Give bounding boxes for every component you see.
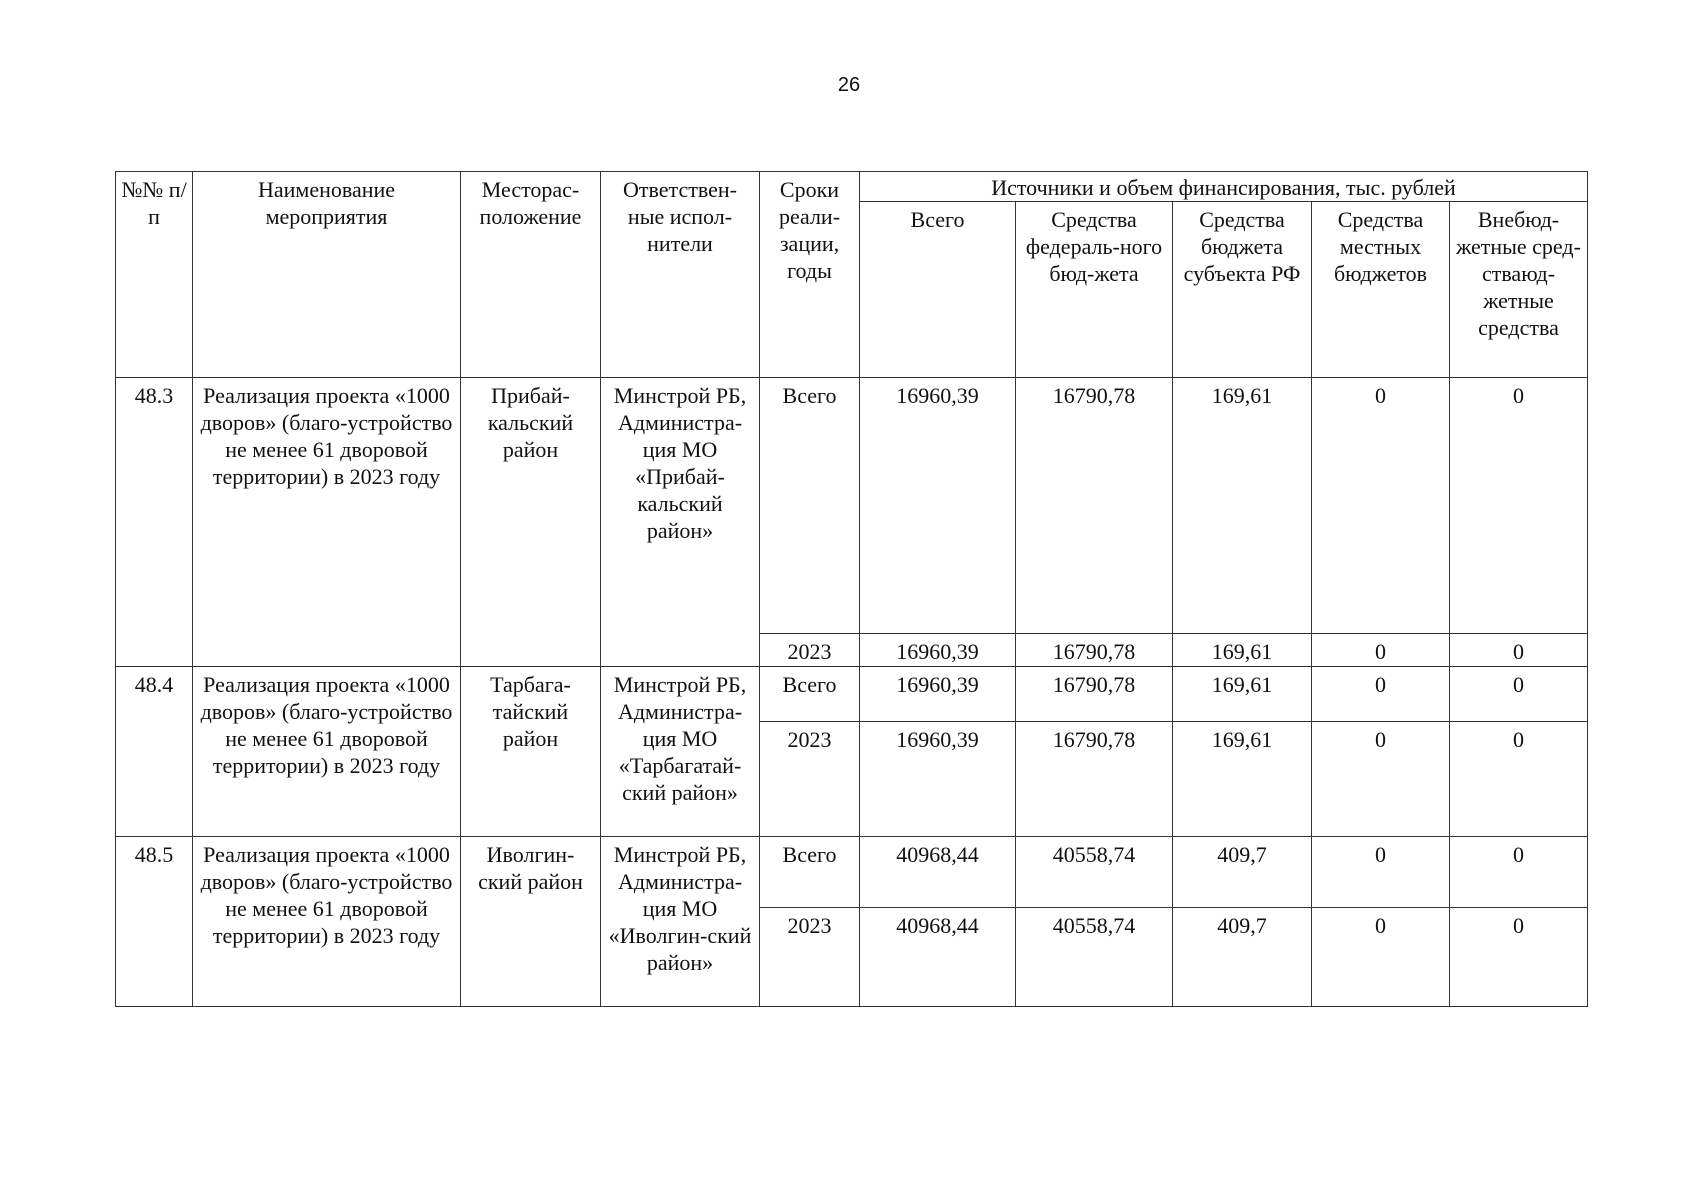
row-responsible: Минстрой РБ, Администра-ция МО «Тарбагатай-ский район»	[601, 667, 760, 837]
header-period: Сроки реали-зации, годы	[760, 172, 860, 378]
row-federal: 16790,78	[1016, 722, 1173, 837]
row-total: 16960,39	[860, 378, 1016, 634]
row-num: 48.5	[116, 837, 193, 1007]
row-location: Тарбага-тайский район	[461, 667, 601, 837]
header-funding-group: Источники и объем финансирования, тыс. рублей	[860, 172, 1588, 202]
row-extra: 0	[1450, 634, 1588, 667]
row-period: 2023	[760, 634, 860, 667]
header-total: Всего	[860, 202, 1016, 378]
row-federal: 16790,78	[1016, 634, 1173, 667]
table-row	[116, 837, 1588, 908]
row-local: 0	[1312, 634, 1450, 667]
header-location: Месторас-положение	[461, 172, 601, 378]
row-period: Всего	[760, 837, 860, 908]
row-period: Всего	[760, 667, 860, 722]
row-total: 16960,39	[860, 722, 1016, 837]
row-local: 0	[1312, 722, 1450, 837]
row-num: 48.3	[116, 378, 193, 667]
row-total: 40968,44	[860, 908, 1016, 1007]
row-responsible: Минстрой РБ, Администра-ция МО «Прибай-кальский район»	[601, 378, 760, 667]
row-federal: 40558,74	[1016, 908, 1173, 1007]
row-extra: 0	[1450, 378, 1588, 634]
row-local: 0	[1312, 837, 1450, 908]
header-num: №№ п/п	[116, 172, 193, 378]
row-period: Всего	[760, 378, 860, 634]
header-extra: Внебюд-жетные сред-стваюд-жетные средства	[1450, 202, 1588, 378]
row-local: 0	[1312, 667, 1450, 722]
row-total: 40968,44	[860, 837, 1016, 908]
row-extra: 0	[1450, 667, 1588, 722]
header-responsible: Ответствен-ные испол-нители	[601, 172, 760, 378]
header-name: Наименование мероприятия	[193, 172, 461, 378]
header-federal: Средства федераль-ного бюд-жета	[1016, 202, 1173, 378]
row-subject: 169,61	[1173, 378, 1312, 634]
row-extra: 0	[1450, 908, 1588, 1007]
row-name: Реализация проекта «1000 дворов» (благо-устройство не менее 61 дворовой территории) в 2023 году	[193, 837, 461, 1007]
row-total: 16960,39	[860, 667, 1016, 722]
row-period: 2023	[760, 908, 860, 1007]
header-row-1	[116, 172, 1588, 202]
row-location: Иволгин-ский район	[461, 837, 601, 1007]
row-local: 0	[1312, 908, 1450, 1007]
row-federal: 16790,78	[1016, 667, 1173, 722]
row-federal: 16790,78	[1016, 378, 1173, 634]
page-number: 26	[837, 74, 861, 96]
row-location: Прибай-кальский район	[461, 378, 601, 667]
row-responsible: Минстрой РБ, Администра-ция МО «Иволгин-ский район»	[601, 837, 760, 1007]
row-subject: 409,7	[1173, 908, 1312, 1007]
header-subject: Средства бюджета субъекта РФ	[1173, 202, 1312, 378]
row-subject: 169,61	[1173, 634, 1312, 667]
row-subject: 169,61	[1173, 722, 1312, 837]
row-extra: 0	[1450, 722, 1588, 837]
row-extra: 0	[1450, 837, 1588, 908]
header-local: Средства местных бюджетов	[1312, 202, 1450, 378]
table-row	[116, 667, 1588, 722]
financing-table	[115, 171, 1588, 1007]
row-period: 2023	[760, 722, 860, 837]
row-local: 0	[1312, 378, 1450, 634]
row-name: Реализация проекта «1000 дворов» (благо-устройство не менее 61 дворовой территории) в 2023 году	[193, 378, 461, 667]
row-subject: 169,61	[1173, 667, 1312, 722]
row-total: 16960,39	[860, 634, 1016, 667]
row-federal: 40558,74	[1016, 837, 1173, 908]
row-subject: 409,7	[1173, 837, 1312, 908]
row-name: Реализация проекта «1000 дворов» (благо-устройство не менее 61 дворовой территории) в 2023 году	[193, 667, 461, 837]
table-row	[116, 378, 1588, 634]
row-num: 48.4	[116, 667, 193, 837]
